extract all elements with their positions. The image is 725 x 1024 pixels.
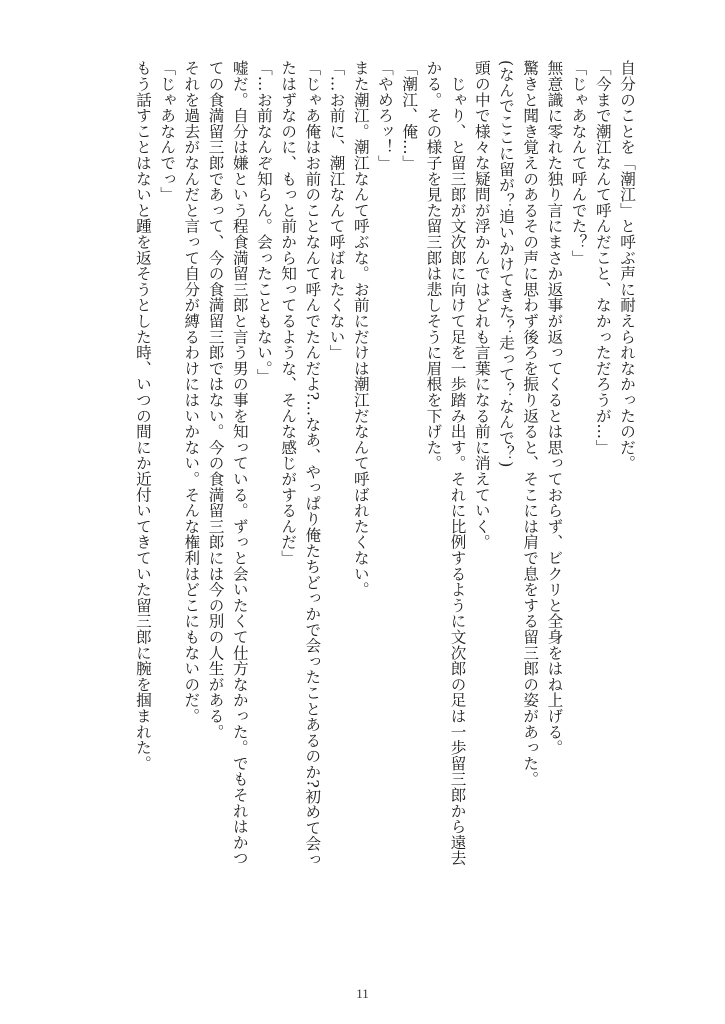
text-line: 「じゃあ俺はお前のことなんて呼んでたんだよ?…なあ、やっぱり俺たちどっかで会ったことあるのか?初めて会っ [303,60,322,868]
text-line: 「今まで潮江なんて呼んだこと、なかっただろうが…」 [593,60,612,455]
text-line: 「…お前に、潮江なんて呼ばれたくない」 [327,60,346,361]
text-line: 無意識に零れた独り言にまさか返事が返ってくるとは思っておらず、ビクリと全身をはね上げる。 [545,60,564,756]
text-line: もう話すことはないと踵を返そうとした時、いつの間にか近付いてきていた留三郎に腕を掴まれた。 [133,60,152,771]
text-line: また潮江。潮江なんて呼ぶな。お前にだけは潮江だなんて呼ばれたくない。 [351,60,370,598]
vertical-body-text [131,60,639,868]
text-line: それを過去がなんだと言って自分が縛るわけにはいかない。そんな権利はどこにもないのだ。 [182,60,201,724]
text-line: (なんでここに留が？追いかけてきた？走って？なんで？) [496,60,515,468]
text-line: ての食満留三郎であって、今の食満留三郎ではない。今の食満留三郎には今の別の人生がある。 [206,60,225,740]
text-line: じゃり、と留三郎が文次郎に向けて足を一歩踏み出す。それに比例するように文次郎の足は一歩留三郎から遠去 [448,60,467,866]
text-line: 「じゃあなんて呼んでた？」 [569,60,588,266]
text-line: 「じゃあなんでっ」 [158,60,177,203]
text-line: 驚きと聞き覚えのあるその声に思わず後ろを振り返ると、そこには肩で息をする留三郎の姿があった。 [521,60,540,787]
text-line: 自分のことを「潮江」と呼ぶ声に耐えられなかったのだ。 [618,60,636,471]
text-line: 頭の中で様々な疑問が浮かんではどれも言葉になる前に消えていく。 [472,60,491,550]
text-line: 嘘だ。自分は嫌という程食満留三郎と言う男の事を知っている。ずっと会いたくて仕方なかった。でもそれはかつ [230,60,249,866]
text-line: 「…お前なんぞ知らん。会ったこともない。」 [254,60,273,384]
page-number: 11 [356,986,369,1001]
text-line: たはずなのに、もっと前から知ってるような、そんな感じがするんだ」 [279,60,298,566]
text-line: 「やめろッ！」 [375,60,394,171]
text-line: 「潮江、俺…」 [400,60,419,171]
text-line: かる。その様子を見た留三郎は悲しそうに眉根を下げた。 [424,60,443,471]
